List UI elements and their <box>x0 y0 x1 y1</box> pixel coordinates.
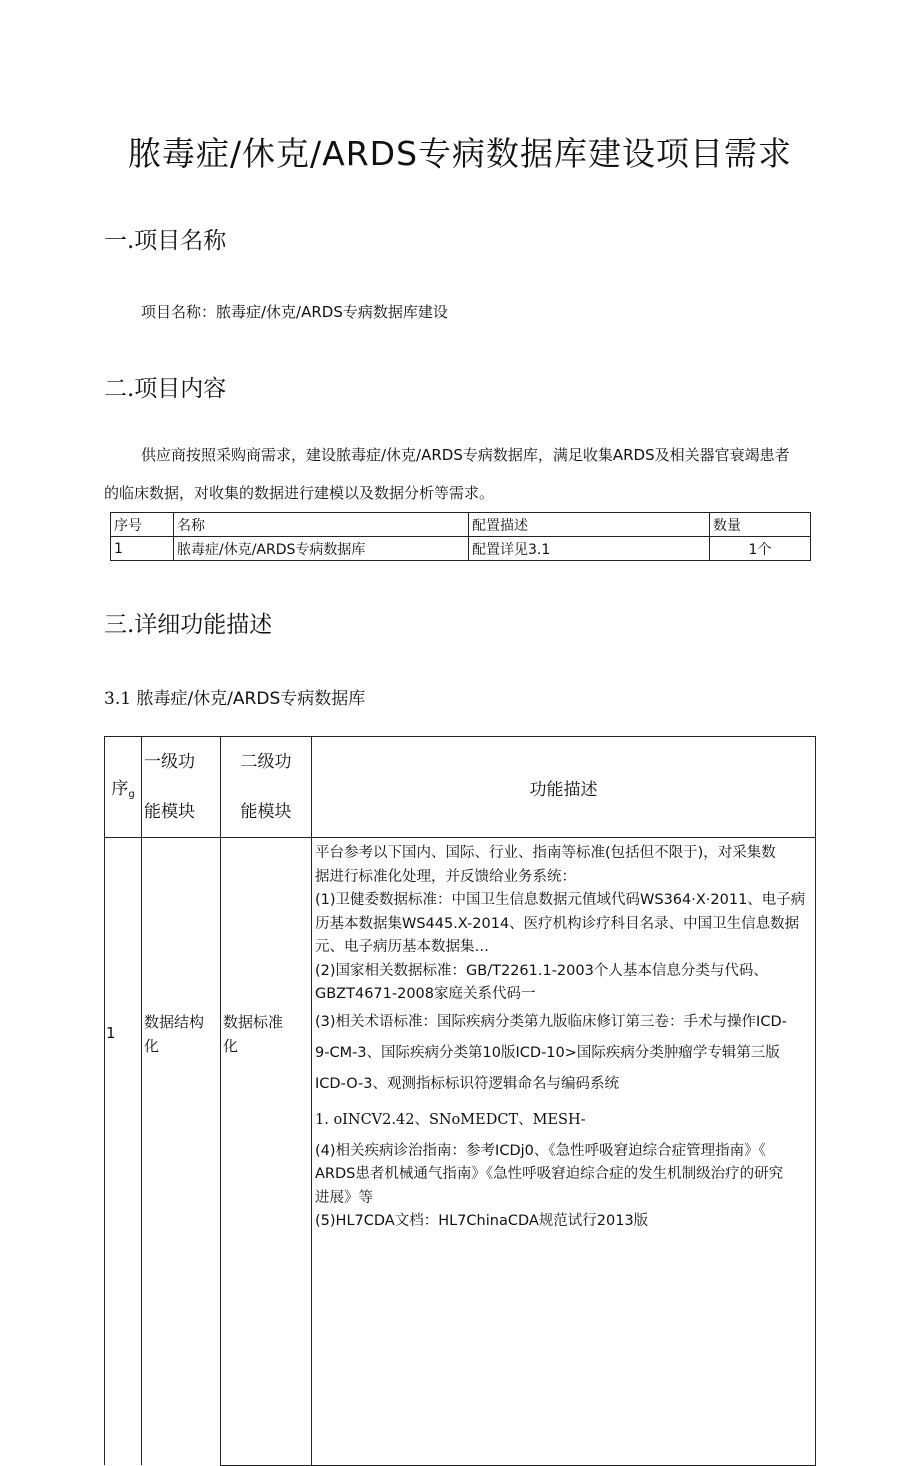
desc-line: (4)相关疾病诊治指南：参考ICDj0、《急性呼吸窘迫综合症管理指南》《 <box>315 1142 766 1159</box>
function-header-level2: 二级功 能模块 <box>221 737 312 838</box>
section-1-heading: 一.项目名称 <box>104 228 227 254</box>
function-cell-level1: 数据结构 化 <box>142 838 221 1466</box>
desc-line: 1. oINCV2.42、SNoMEDCT、MESH- <box>315 1111 586 1128</box>
function-table-header-row <box>105 737 816 838</box>
function-cell-seq: 1 <box>105 838 142 1466</box>
summary-header-name: 名称 <box>174 513 469 537</box>
summary-header-seq: 序号 <box>111 513 174 537</box>
function-cell-desc <box>312 838 816 1466</box>
function-table-row <box>105 838 816 1466</box>
summary-cell-name: 脓毒症/休克/ARDS专病数据库 <box>174 537 469 561</box>
desc-line: 9-CM-3、国际疾病分类第10版ICD-10>国际疾病分类肿瘤学专辑第三版 <box>315 1044 780 1061</box>
desc-line: 元、电子病历基本数据集… <box>315 939 489 955</box>
header-seq-mark: g <box>128 789 135 800</box>
function-header-level1: 一级功 能模块 <box>142 737 221 838</box>
desc-line: 平台参考以下国内、国际、行业、指南等标准(包括但不限于)，对采集数 <box>315 845 776 861</box>
desc-line: (2)国家相关数据标准：GB/T2261.1-2003个人基本信息分类与代码、 <box>315 962 768 979</box>
summary-header-qty: 数量 <box>710 513 811 537</box>
summary-table-row <box>111 537 811 561</box>
function-header-seq: 序$_g$ <box>105 737 142 838</box>
desc-line: 进展》等 <box>315 1189 373 1206</box>
desc-line: GBZT4671-2008家庭关系代码一 <box>315 986 536 1002</box>
summary-cell-qty: 1个 <box>710 537 811 561</box>
function-header-desc: 功能描述 <box>312 737 816 838</box>
desc-line: 历基本数据集WS445.X-2014、医疗机构诊疗科目名录、中国卫生信息数据 <box>315 915 800 932</box>
section-3-heading: 三.详细功能描述 <box>104 612 273 638</box>
function-cell-level2: 数据标准 化 <box>221 838 312 1466</box>
summary-cell-seq: 1 <box>111 537 174 561</box>
document-title: 脓毒症/休克/ARDS专病数据库建设项目需求 <box>127 134 793 173</box>
summary-table <box>110 512 811 561</box>
desc-line: ARDS患者机械通气指南》《急性呼吸窘迫综合症的发生机制级治疗的研究 <box>315 1166 784 1182</box>
subsection-number: 3.1 <box>104 689 132 709</box>
desc-line: (5)HL7CDA文档：HL7ChinaCDA规范试行2013版 <box>315 1213 649 1229</box>
desc-line: (1)卫健委数据标准：中国卫生信息数据元值域代码WS364·X·2011、电子病 <box>315 892 806 908</box>
summary-header-config: 配置描述 <box>469 513 710 537</box>
section-2-heading: 二.项目内容 <box>104 376 227 402</box>
project-name-text: 项目名称：脓毒症/休克/ARDS专病数据库建设 <box>141 303 448 321</box>
function-table <box>104 736 816 1466</box>
project-content-line-2: 的临床数据，对收集的数据进行建模以及数据分析等需求。 <box>104 484 495 502</box>
summary-cell-config: 配置详见3.1 <box>469 537 710 561</box>
subsection-title: 脓毒症/休克/ARDS专病数据库 <box>136 689 366 709</box>
desc-line: 据进行标准化处理，并反馈给业务系统： <box>315 868 576 885</box>
desc-line: ICD-O-3、观测指标标识符逻辑命名与编码系统 <box>315 1075 619 1092</box>
summary-table-header-row <box>111 513 811 537</box>
project-content-line-1: 供应商按照采购商需求，建设脓毒症/休克/ARDS专病数据库，满足收集ARDS及相关器官衰竭患者 <box>141 446 790 464</box>
desc-line: (3)相关术语标准：国际疾病分类第九版临床修订第三卷：手术与操作ICD- <box>315 1013 787 1030</box>
subsection-heading <box>104 684 365 709</box>
